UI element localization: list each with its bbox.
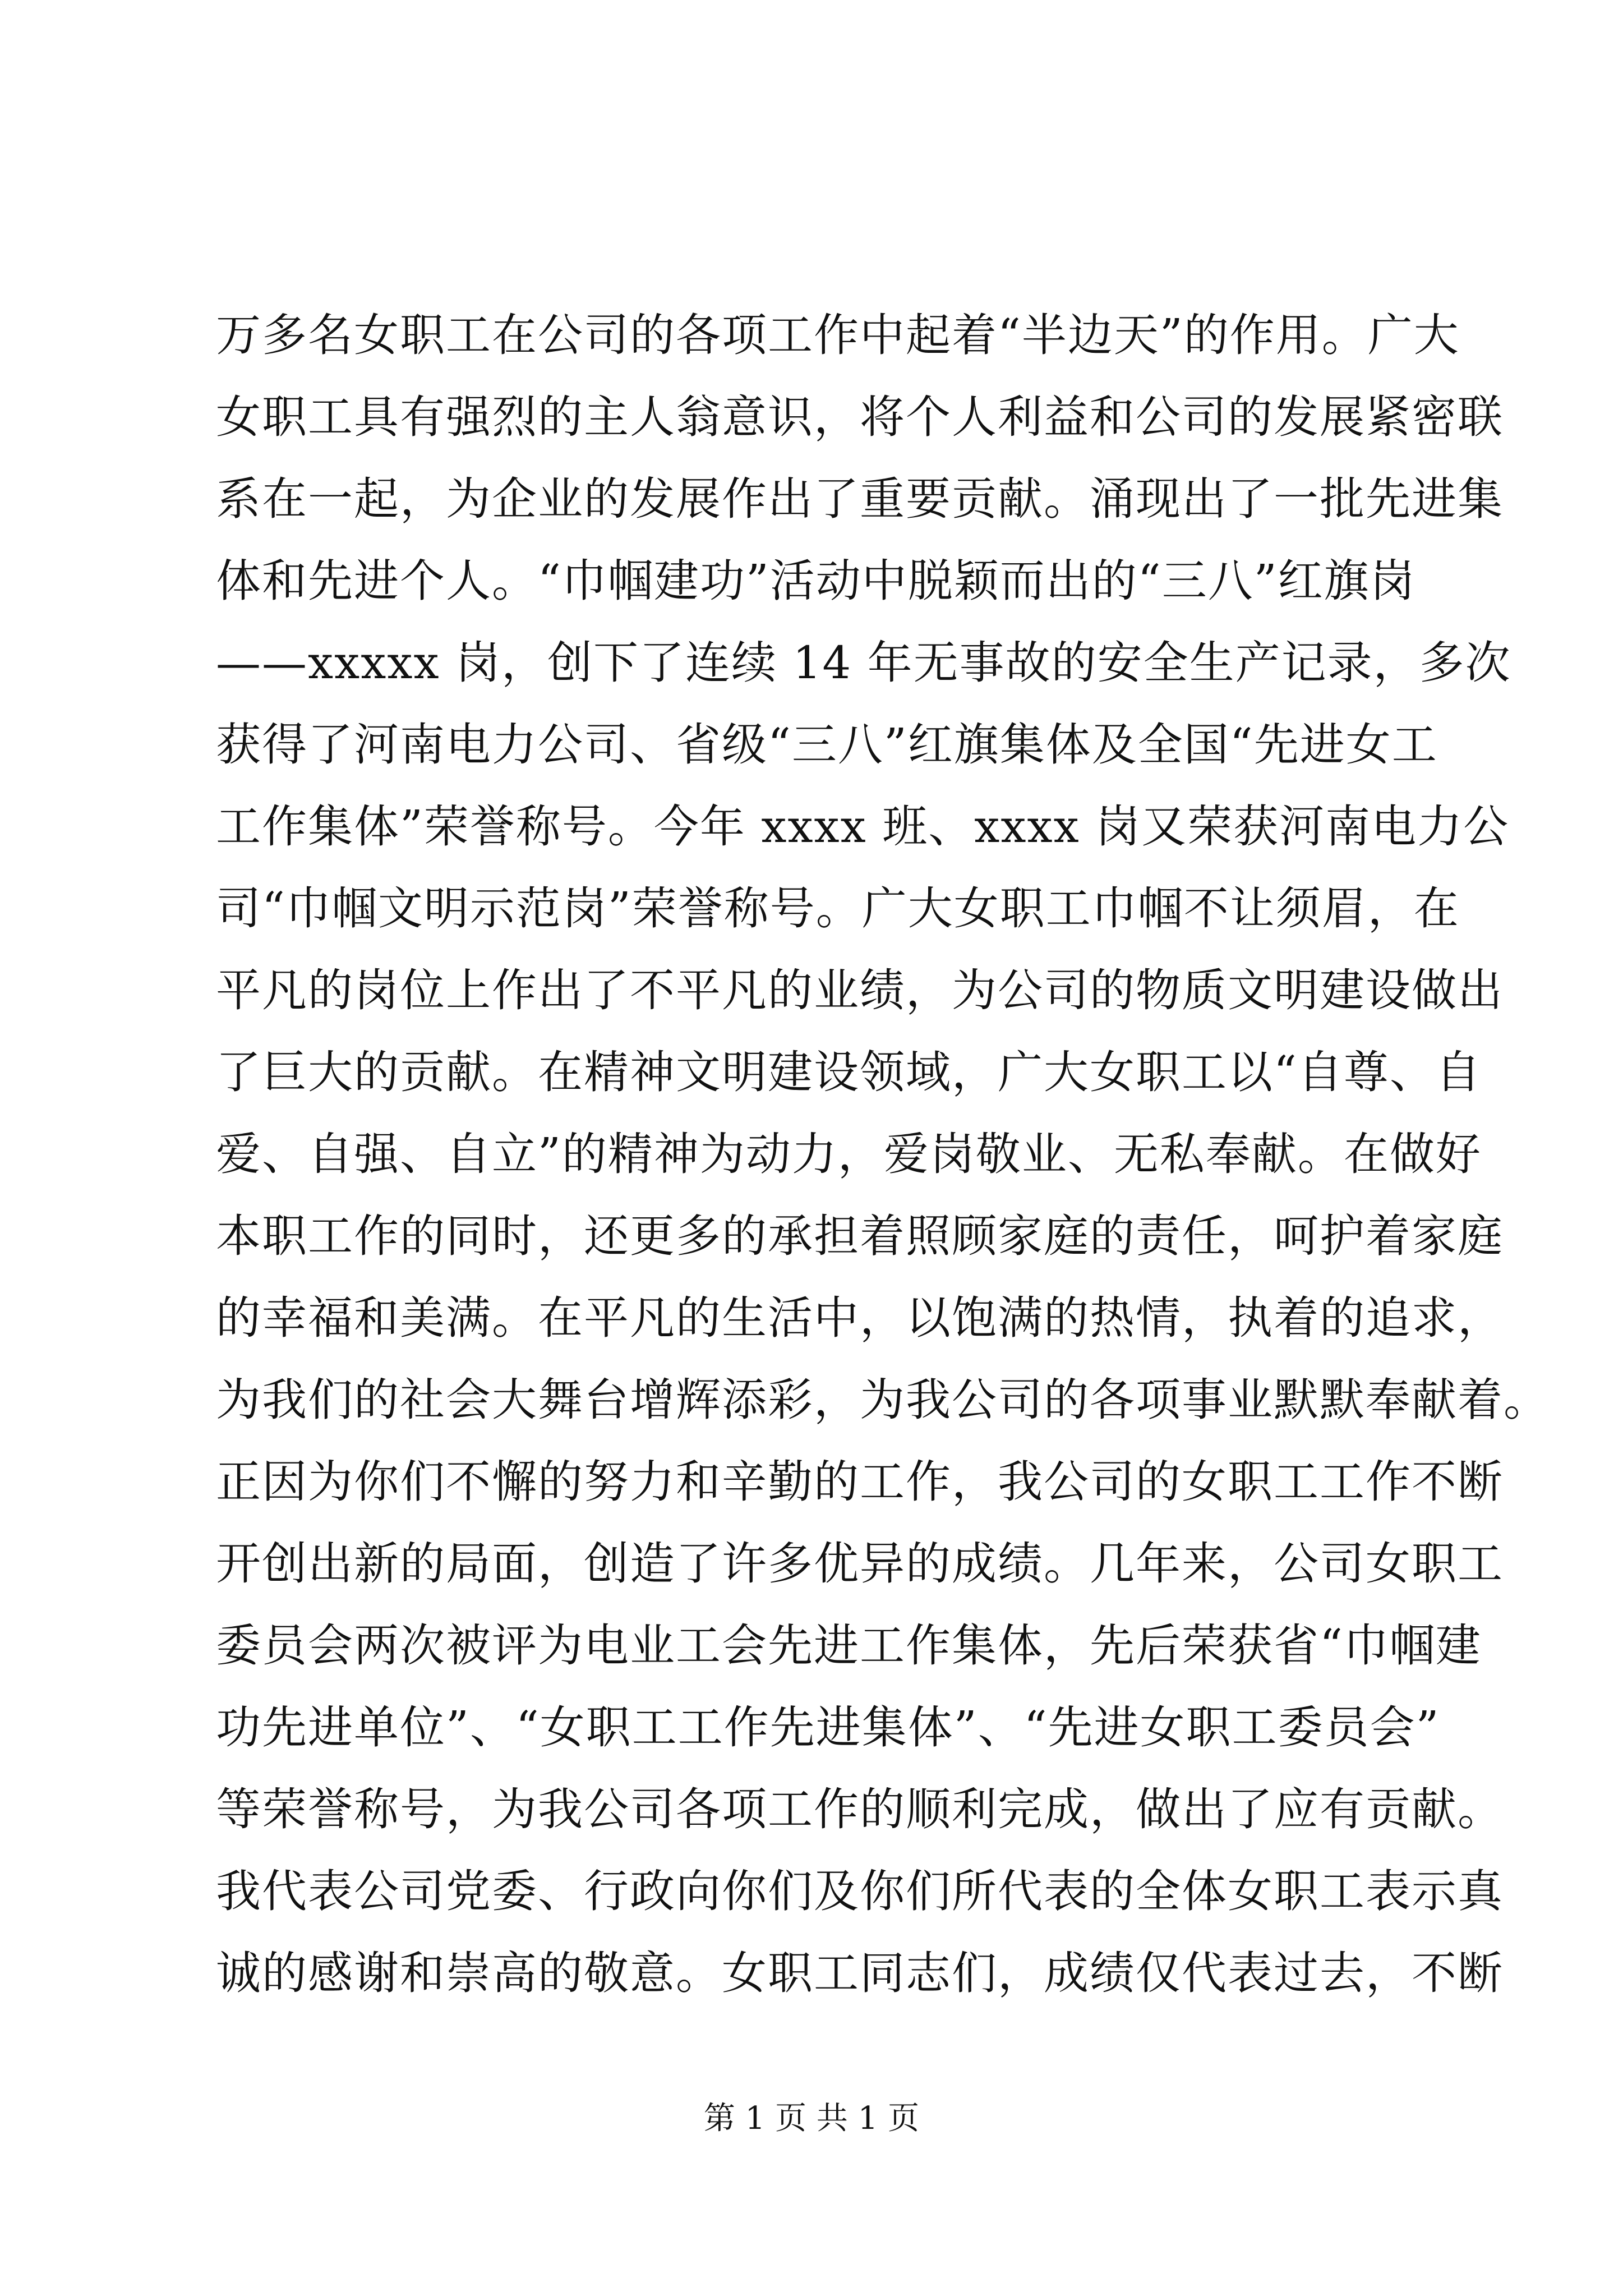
text-line: 工作集体”荣誉称号。今年 xxxx 班、xxxx 岗又荣获河南电力公 [216, 800, 1510, 853]
text-line: 女职工具有强烈的主人翁意识，将个人利益和公司的发展紧密联 [216, 391, 1504, 443]
text-line: 获得了河南电力公司、省级“三八”红旗集体及全国“先进女工 [216, 719, 1438, 771]
text-line: 体和先进个人。“巾帼建功”活动中脱颖而出的“三八”红旗岗 [216, 555, 1416, 607]
text-line: ——xxxxx 岗，创下了连续 14 年无事故的安全生产记录，多次 [216, 637, 1511, 689]
text-line: 平凡的岗位上作出了不平凡的业绩，为公司的物质文明建设做出 [216, 964, 1504, 1016]
text-line: 委员会两次被评为电业工会先进工作集体，先后荣获省“巾帼建 [216, 1619, 1482, 1672]
text-line: 功先进单位”、“女职工工作先进集体”、“先进女职工委员会” [216, 1701, 1440, 1754]
text-line: 为我们的社会大舞台增辉添彩，为我公司的各项事业默默奉献着。 [216, 1374, 1550, 1426]
text-line: 诚的感谢和崇高的敬意。女职工同志们，成绩仅代表过去，不断 [216, 1947, 1504, 1999]
text-line: 等荣誉称号，为我公司各项工作的顺利完成，做出了应有贡献。 [216, 1783, 1504, 1835]
text-line: 正因为你们不懈的努力和辛勤的工作，我公司的女职工工作不断 [216, 1456, 1504, 1508]
text-line: 万多名女职工在公司的各项工作中起着“半边天”的作用。广大 [216, 309, 1460, 361]
text-line: 司“巾帼文明示范岗”荣誉称号。广大女职工巾帼不让须眉，在 [216, 882, 1460, 935]
text-line: 了巨大的贡献。在精神文明建设领域，广大女职工以“自尊、自 [216, 1046, 1482, 1098]
text-line: 我代表公司党委、行政向你们及你们所代表的全体女职工表示真 [216, 1865, 1504, 1917]
text-line: 的幸福和美满。在平凡的生活中，以饱满的热情，执着的追求， [216, 1292, 1504, 1344]
text-line: 本职工作的同时，还更多的承担着照顾家庭的责任，呵护着家庭 [216, 1210, 1504, 1262]
text-line: 系在一起，为企业的发展作出了重要贡献。涌现出了一批先进集 [216, 473, 1504, 525]
text-line: 爱、自强、自立”的精神为动力，爱岗敬业、无私奉献。在做好 [216, 1128, 1482, 1180]
body-text [216, 295, 1550, 2014]
text-line: 开创出新的局面，创造了许多优异的成绩。几年来，公司女职工 [216, 1538, 1504, 1590]
page-footer: 第 1 页 共 1 页 [703, 2100, 920, 2137]
